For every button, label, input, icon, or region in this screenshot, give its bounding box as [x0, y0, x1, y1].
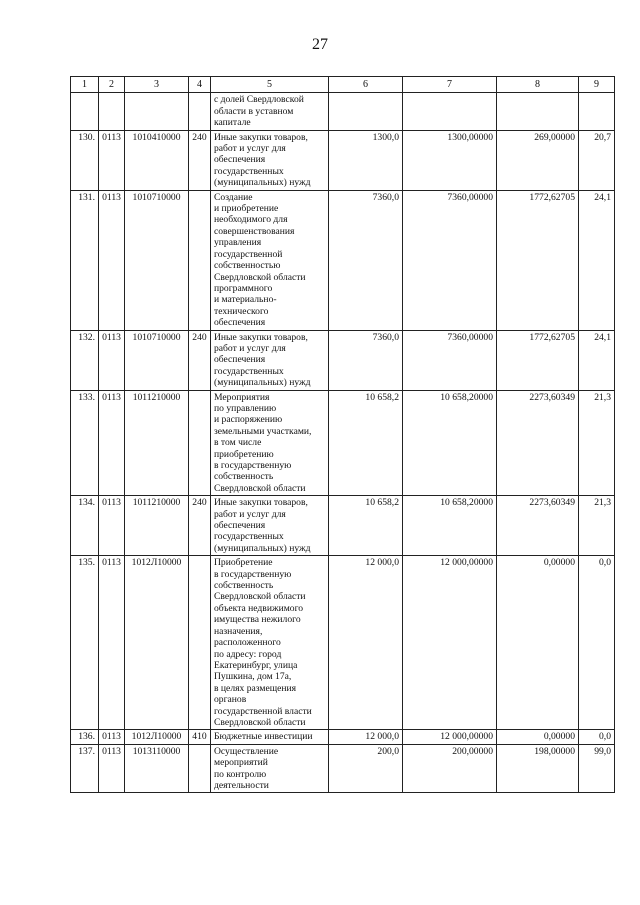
target-article-cell [125, 93, 189, 130]
description-line: по управлению [214, 402, 277, 414]
executed-amount-cell: 0,00000 [497, 730, 579, 744]
expense-type-cell [189, 93, 211, 130]
approved-amount-cell: 10 658,2 [329, 496, 403, 556]
description-line: Свердловской области [214, 482, 306, 494]
description-line: по контролю [214, 768, 267, 780]
table-row [71, 744, 615, 793]
execution-percent-cell: 24,1 [579, 190, 615, 330]
description-line: имущества нежилого [214, 614, 301, 626]
section-code-cell: 0113 [99, 330, 125, 390]
planned-amount-cell: 7360,00000 [403, 330, 497, 390]
column-header: 7 [403, 77, 497, 93]
planned-amount-cell: 10 658,20000 [403, 390, 497, 496]
description-line: совершенствования [214, 225, 295, 237]
row-number-cell: 135. [71, 556, 99, 730]
description-line: приобретению [214, 448, 274, 460]
description-line: Бюджетные инвестиции [214, 731, 313, 743]
description-line: работ и услуг для [214, 342, 286, 354]
expense-type-cell [189, 190, 211, 330]
section-code-cell: 0113 [99, 730, 125, 744]
description-cell [211, 390, 329, 496]
approved-amount-cell [329, 93, 403, 130]
target-article-cell: 1011210000 [125, 390, 189, 496]
executed-amount-cell: 0,00000 [497, 556, 579, 730]
table-body [71, 93, 615, 793]
description-line: в государственную [214, 568, 292, 580]
column-header: 3 [125, 77, 189, 93]
executed-amount-cell: 1772,62705 [497, 190, 579, 330]
approved-amount-cell: 1300,0 [329, 130, 403, 190]
execution-percent-cell: 0,0 [579, 556, 615, 730]
table-row [71, 390, 615, 496]
description-line: государственных [214, 165, 284, 177]
description-line: Приобретение [214, 557, 273, 569]
column-header: 8 [497, 77, 579, 93]
execution-percent-cell [579, 93, 615, 130]
approved-amount-cell: 12 000,0 [329, 556, 403, 730]
description-line: собственностью [214, 260, 281, 272]
description-line: Осуществление [214, 745, 279, 757]
description-line: работ и услуг для [214, 143, 286, 155]
approved-amount-cell: 7360,0 [329, 190, 403, 330]
header-row [71, 77, 615, 93]
table-row [71, 330, 615, 390]
description-line: в целях размещения [214, 682, 297, 694]
executed-amount-cell: 1772,62705 [497, 330, 579, 390]
section-code-cell: 0113 [99, 190, 125, 330]
column-header: 6 [329, 77, 403, 93]
expense-type-cell: 410 [189, 730, 211, 744]
row-number-cell: 137. [71, 744, 99, 793]
section-code-cell: 0113 [99, 556, 125, 730]
budget-table [70, 76, 615, 793]
description-line: капитале [214, 117, 251, 129]
table-row [71, 496, 615, 556]
description-line: Екатеринбург, улица [214, 659, 298, 671]
expense-type-cell: 240 [189, 130, 211, 190]
section-code-cell: 0113 [99, 130, 125, 190]
description-line: назначения, [214, 625, 263, 637]
column-header: 1 [71, 77, 99, 93]
description-line: по адресу: город [214, 648, 282, 660]
executed-amount-cell: 2273,60349 [497, 496, 579, 556]
description-line: обеспечения [214, 317, 266, 329]
description-line: Иные закупки товаров, [214, 131, 308, 143]
row-number-cell: 130. [71, 130, 99, 190]
description-line: области в уставном [214, 105, 294, 117]
column-header: 9 [579, 77, 615, 93]
description-line: программного [214, 282, 273, 294]
section-code-cell: 0113 [99, 744, 125, 793]
executed-amount-cell: 2273,60349 [497, 390, 579, 496]
planned-amount-cell: 1300,00000 [403, 130, 497, 190]
target-article-cell: 1012Л10000 [125, 730, 189, 744]
description-line: государственных [214, 531, 284, 543]
executed-amount-cell: 198,00000 [497, 744, 579, 793]
description-line: Свердловской области [214, 716, 306, 728]
description-line: мероприятий [214, 757, 268, 769]
planned-amount-cell [403, 93, 497, 130]
execution-percent-cell: 20,7 [579, 130, 615, 190]
approved-amount-cell: 12 000,0 [329, 730, 403, 744]
description-line: (муниципальных) нужд [214, 542, 311, 554]
executed-amount-cell: 269,00000 [497, 130, 579, 190]
expense-type-cell [189, 390, 211, 496]
description-line: и материально- [214, 294, 277, 306]
description-line: обеспечения [214, 354, 266, 366]
expense-type-cell: 240 [189, 330, 211, 390]
execution-percent-cell: 24,1 [579, 330, 615, 390]
expense-type-cell [189, 744, 211, 793]
description-cell [211, 190, 329, 330]
table-row [71, 730, 615, 744]
description-line: в том числе [214, 437, 262, 449]
approved-amount-cell: 200,0 [329, 744, 403, 793]
execution-percent-cell: 21,3 [579, 390, 615, 496]
planned-amount-cell: 12 000,00000 [403, 556, 497, 730]
approved-amount-cell: 10 658,2 [329, 390, 403, 496]
execution-percent-cell: 21,3 [579, 496, 615, 556]
section-code-cell: 0113 [99, 496, 125, 556]
planned-amount-cell: 7360,00000 [403, 190, 497, 330]
target-article-cell: 1010710000 [125, 330, 189, 390]
execution-percent-cell: 0,0 [579, 730, 615, 744]
row-number-cell [71, 93, 99, 130]
description-line: технического [214, 305, 269, 317]
description-cell [211, 330, 329, 390]
planned-amount-cell: 200,00000 [403, 744, 497, 793]
description-line: объекта недвижимого [214, 602, 304, 614]
target-article-cell: 1010410000 [125, 130, 189, 190]
approved-amount-cell: 7360,0 [329, 330, 403, 390]
description-line: необходимого для [214, 214, 288, 226]
description-line: деятельности [214, 779, 269, 791]
description-line: (муниципальных) нужд [214, 377, 311, 389]
description-line: государственных [214, 365, 284, 377]
execution-percent-cell: 99,0 [579, 744, 615, 793]
description-line: Свердловской области [214, 271, 306, 283]
expense-type-cell [189, 556, 211, 730]
row-number-cell: 133. [71, 390, 99, 496]
description-line: Иные закупки товаров, [214, 331, 308, 343]
table-row [71, 556, 615, 730]
target-article-cell: 1010710000 [125, 190, 189, 330]
description-line: государственной власти [214, 705, 312, 717]
section-code-cell: 0113 [99, 390, 125, 496]
row-number-cell: 134. [71, 496, 99, 556]
description-cell [211, 744, 329, 793]
description-line: и распоряжению [214, 414, 283, 426]
description-line: собственность [214, 471, 274, 483]
row-number-cell: 136. [71, 730, 99, 744]
table-row [71, 130, 615, 190]
description-cell [211, 556, 329, 730]
description-line: работ и услуг для [214, 508, 286, 520]
description-line: в государственную [214, 460, 292, 471]
planned-amount-cell: 10 658,20000 [403, 496, 497, 556]
planned-amount-cell: 12 000,00000 [403, 730, 497, 744]
description-line: Создание [214, 191, 253, 203]
row-number-cell: 132. [71, 330, 99, 390]
description-cell [211, 93, 329, 130]
column-header: 4 [189, 77, 211, 93]
table-row [71, 190, 615, 330]
description-cell [211, 496, 329, 556]
description-line: расположенного [214, 637, 281, 649]
description-line: (муниципальных) нужд [214, 177, 311, 189]
description-cell [211, 130, 329, 190]
description-line: обеспечения [214, 154, 266, 166]
description-line: государственной [214, 248, 283, 260]
description-cell [211, 730, 329, 744]
description-line: собственность [214, 580, 274, 592]
description-line: органов [214, 694, 247, 706]
target-article-cell: 1011210000 [125, 496, 189, 556]
description-line: и приобретение [214, 203, 279, 215]
description-line: Мероприятия [214, 391, 270, 403]
description-line: Иные закупки товаров, [214, 497, 308, 509]
row-number-cell: 131. [71, 190, 99, 330]
description-line: с долей Свердловской [214, 94, 304, 106]
table-row [71, 93, 615, 130]
description-line: управления [214, 237, 262, 249]
description-line: земельными участками, [214, 425, 312, 437]
description-line: Пушкина, дом 17а, [214, 671, 292, 683]
target-article-cell: 1012Л10000 [125, 556, 189, 730]
executed-amount-cell [497, 93, 579, 130]
target-article-cell: 1013110000 [125, 744, 189, 793]
expense-type-cell: 240 [189, 496, 211, 556]
column-header: 2 [99, 77, 125, 93]
description-line: обеспечения [214, 520, 266, 532]
page-number: 27 [312, 36, 328, 53]
column-header: 5 [211, 77, 329, 93]
section-code-cell [99, 93, 125, 130]
description-line: Свердловской области [214, 591, 306, 603]
